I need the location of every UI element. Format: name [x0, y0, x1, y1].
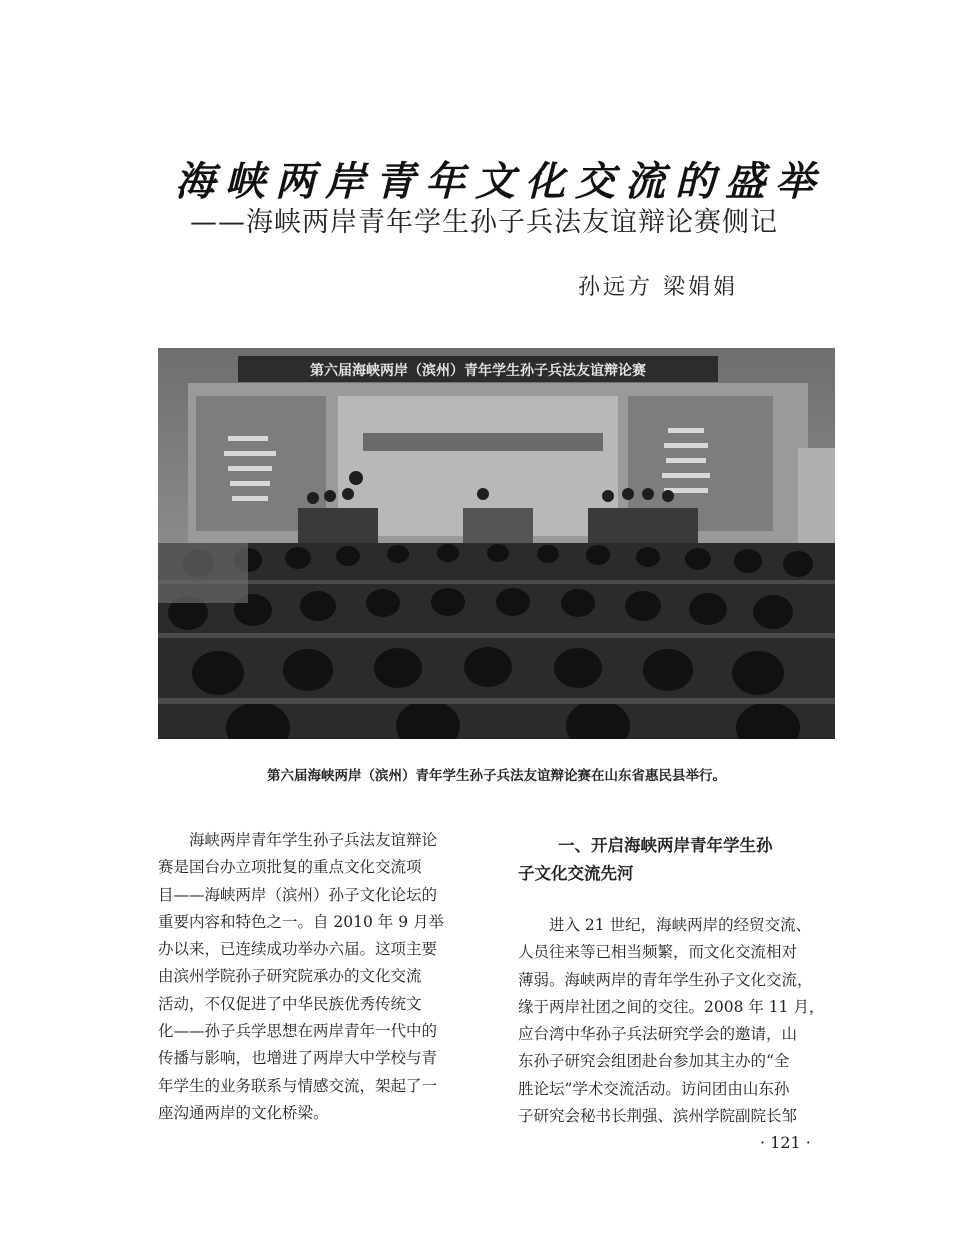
- paragraph-line: 办以来，已连续成功举办六届。这项主要: [158, 940, 438, 959]
- paragraph-line: 赛是国台办立项批复的重点文化交流项: [158, 858, 422, 877]
- event-photo: [158, 348, 835, 739]
- article-subtitle: ——海峡两岸青年学生孙子兵法友谊辩论赛侧记: [190, 207, 778, 238]
- paragraph-line: 传播与影响，也增进了两岸大中学校与青: [158, 1049, 438, 1068]
- paragraph-line: 座沟通两岸的文化桥梁。: [158, 1103, 329, 1122]
- left-column: [158, 827, 480, 1127]
- photo-caption: 第六届海峡两岸（滨州）青年学生孙子兵法友谊辩论赛在山东省惠民县举行。: [267, 768, 726, 784]
- paragraph-line: 子研究会秘书长荆强、滨州学院副院长邹: [518, 1107, 798, 1126]
- right-column: [518, 832, 840, 1130]
- stage-banner-text: 第六届海峡两岸（滨州）青年学生孙子兵法友谊辩论赛: [310, 363, 646, 379]
- paragraph-line: 应台湾中华孙子兵法研究学会的邀请，山: [518, 1025, 798, 1044]
- paragraph-line: 年学生的业务联系与情感交流，架起了一: [158, 1076, 438, 1095]
- paragraph-line: 薄弱。海峡两岸的青年学生孙子文化交流，: [518, 970, 813, 989]
- article-authors: 孙远方 梁娟娟: [578, 275, 738, 300]
- page-number: · 121 ·: [760, 1133, 811, 1152]
- paragraph-line: 海峡两岸青年学生孙子兵法友谊辩论: [189, 831, 438, 849]
- paragraph-line: 化——孙子兵学思想在两岸青年一代中的: [158, 1022, 438, 1041]
- paragraph-line: 重要内容和特色之一。自 2010 年 9 月举: [158, 912, 445, 931]
- paragraph-line: 进入 21 世纪，海峡两岸的经贸交流、: [549, 916, 812, 934]
- paragraph-line: 活动，不仅促进了中华民族优秀传统文: [158, 994, 422, 1013]
- paragraph-line: 胜论坛”学术交流活动。访问团由山东孙: [518, 1079, 790, 1098]
- article-title: 海峡两岸青年文化交流的盛举: [175, 158, 825, 205]
- paragraph-line: 目——海峡两岸（滨州）孙子文化论坛的: [158, 885, 438, 904]
- paragraph-line: 由滨州学院孙子研究院承办的文化交流: [158, 967, 422, 986]
- section-heading: 一、开启海峡两岸青年学生孙: [558, 836, 773, 855]
- paragraph-line: 缘于两岸社团之间的交往。2008 年 11 月，: [518, 997, 825, 1016]
- paragraph-line: 人员往来等已相当频繁，而文化交流相对: [518, 943, 798, 962]
- section-heading-cont: 子文化交流先河: [518, 864, 634, 883]
- paragraph-line: 东孙子研究会组团赴台参加其主办的“全: [518, 1052, 790, 1071]
